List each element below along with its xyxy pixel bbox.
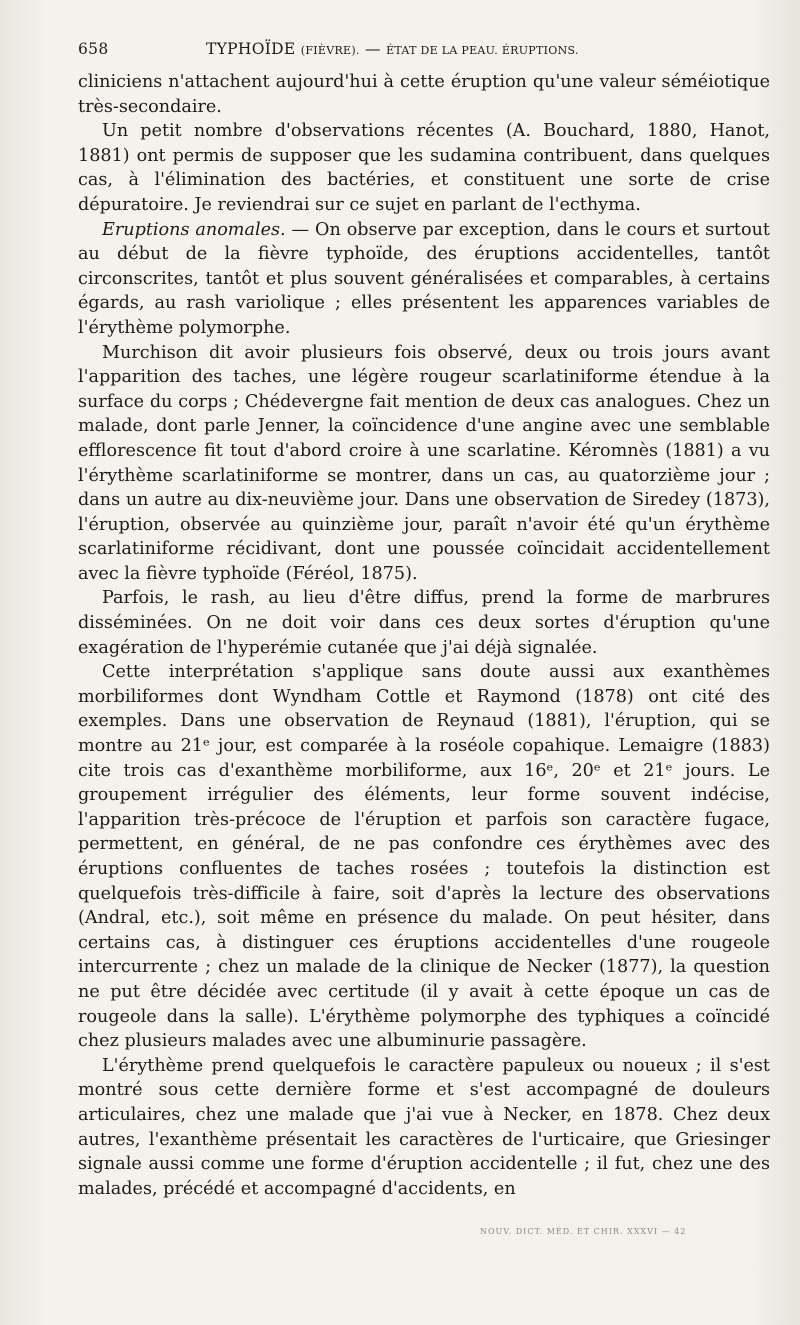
paragraph-continuation: cliniciens n'attachent aujourd'hui à cette éruption qu'une valeur séméiotique très-secondaire. bbox=[78, 72, 770, 117]
paragraph-eruptions-anomales bbox=[78, 218, 770, 341]
running-head bbox=[78, 40, 770, 66]
running-title bbox=[206, 40, 579, 58]
running-title-separator: — bbox=[365, 40, 381, 58]
signature-mark: NOUV. DICT. MÉD. ET CHIR. XXXVI — 42 bbox=[480, 1227, 687, 1236]
running-title-sub: ÉTAT DE LA PEAU. ÉRUPTIONS. bbox=[386, 44, 579, 57]
page-number: 658 bbox=[78, 40, 109, 58]
paragraph-eruptions-anomales-text: — On observe par exception, dans le cours et surtout au début de la fièvre typhoïde, des éruptions accidentelles, tantôt circonscrites, tantôt et plus souvent généralisées et comparables, à certains égards, au rash variolique ; elles présentent les apparences variables de l'érythème polymorphe. bbox=[78, 219, 770, 338]
section-lead-eruptions-anomales: Eruptions anomales. bbox=[102, 219, 286, 240]
paragraph-murchison: Murchison dit avoir plusieurs fois observé, deux ou trois jours avant l'apparition des taches, une légère rougeur scarlatiniforme étendue à la surface du corps ; Chédevergne fait mention de deux cas analogues. Chez un malade, dont parle Jenner, la coïncidence d'une angine avec une semblable efflorescence fit tout d'abord croire à une scarlatine. Kéromnès (1881) a vu l'érythème scarlatiniforme se montrer, dans un cas, au quatorzième jour ; dans un autre au dix-neuvième jour. Dans une observation de Siredey (1873), l'éruption, observée au quinzième jour, paraît n'avoir été qu'un érythème scarlatiniforme récidivant, dont une poussée coïncidait accidentellement avec la fièvre typhoïde (Féréol, 1875). bbox=[78, 342, 770, 584]
body-text bbox=[78, 70, 770, 1201]
running-title-paren: (FIÈVRE). bbox=[300, 44, 360, 57]
paragraph-exanthemes-morbiliformes: Cette interprétation s'applique sans doute aussi aux exanthèmes morbiliformes dont Wyndham Cottle et Raymond (1878) ont cité des exemples. Dans une observation de Reynaud (1881), l'éruption, qui se montre au 21ᵉ jour, est comparée à la roséole copahique. Lemaigre (1883) cite trois cas d'exanthème morbiliforme, aux 16ᵉ, 20ᵉ et 21ᵉ jours. Le groupement irrégulier des éléments, leur forme souvent indécise, l'apparition très-précoce de l'éruption et parfois son caractère fugace, permettent, en général, de ne pas confondre ces érythèmes avec des éruptions confluentes de taches rosées ; toutefois la distinction est quelquefois très-difficile à faire, soit d'après la lecture des observations (Andral, etc.), soit même en présence du malade. On peut hésiter, dans certains cas, à distinguer ces éruptions accidentelles d'une rougeole intercurrente ; chez un malade de la clinique de Necker (1877), la question ne put être décidée avec certitude (il y avait à cette époque un cas de rougeole dans la salle). L'érythème polymorphe des typhiques a coïncidé chez plusieurs malades avec une albuminurie passagère. bbox=[78, 662, 770, 1052]
running-title-main: TYPHOÏDE bbox=[206, 40, 296, 58]
paragraph-rash-marbrures: Parfois, le rash, au lieu d'être diffus, prend la forme de marbrures disséminées. On ne doit voir dans ces deux sortes d'éruption qu'une exagération de l'hyperémie cutanée que j'ai déjà signalée. bbox=[78, 588, 770, 658]
paragraph-sudamina: Un petit nombre d'observations récentes (A. Bouchard, 1880, Hanot, 1881) ont permis de supposer que les sudamina contribuent, dans quelques cas, à l'élimination des bactéries, et constituent une sorte de crise dépuratoire. Je reviendrai sur ce sujet en parlant de l'ecthyma. bbox=[78, 121, 770, 215]
paragraph-erytheme-papuleux: L'érythème prend quelquefois le caractère papuleux ou noueux ; il s'est montré sous cette dernière forme et s'est accompagné de douleurs articulaires, chez une malade que j'ai vue à Necker, en 1878. Chez deux autres, l'exanthème présentait les caractères de l'urticaire, que Griesinger signale aussi comme une forme d'éruption accidentelle ; il fut, chez une des malades, précédé et accompagné d'accidents, en bbox=[78, 1055, 770, 1199]
